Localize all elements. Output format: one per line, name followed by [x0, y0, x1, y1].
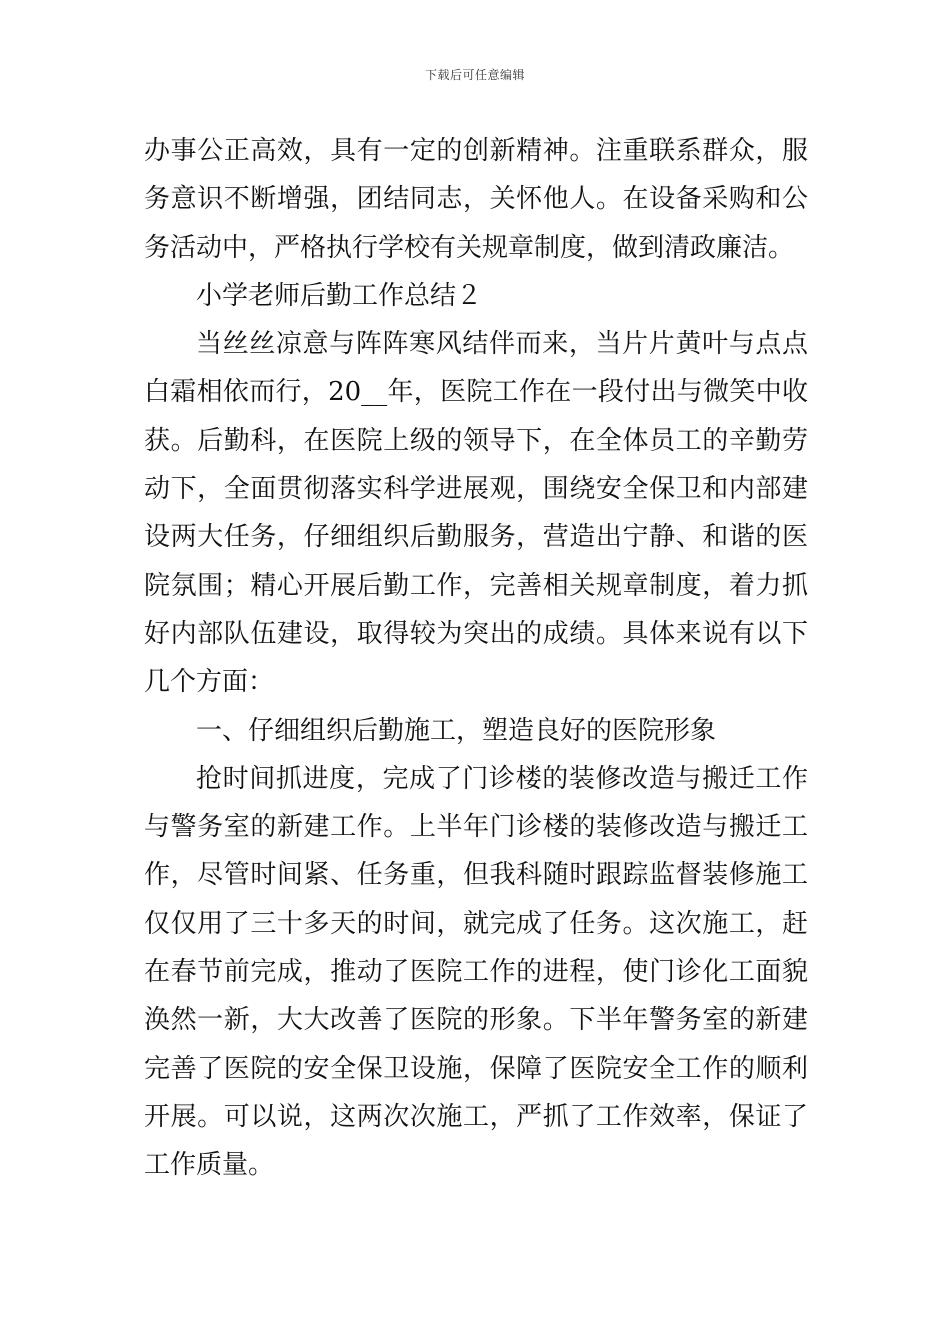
paragraph-construction: 抢时间抓进度，完成了门诊楼的装修改造与搬迁工作与警务室的新建工作。上半年门诊楼的装修改造与搬迁工作，尽管时间紧、任务重，但我科随时跟踪监督装修施工仅仅用了三十多天的时间，就完成了任务。这次施工，赶在春节前完成，推动了医院工作的进程，使门诊化工面貌涣然一新，大大改善了医院的形象。下半年警务室的新建完善了医院的安全保卫设施，保障了医院安全工作的顺利开展。可以说，这两次次施工，严抓了工作效率，保证了工作质量。 — [144, 763, 808, 1181]
section-heading-1: 一、仔细组织后勤施工，塑造良好的医院形象 — [196, 715, 717, 746]
paragraph-intro: 当丝丝凉意与阵阵寒风结伴而来，当片片黄叶与点点白霜相依而行，20__年，医院工作在一段付出与微笑中收获。后勤科，在医院上级的领导下，在全体员工的辛勤劳动下，全面贯彻落实科学进展观，围绕安全保卫和内部建设两大任务，仔细组织后勤服务，营造出宁静、和谐的医院氛围；精心开展后勤工作，完善相关规章制度，着力抓好内部队伍建设，取得较为突出的成绩。具体来说有以下几个方面： — [144, 329, 808, 698]
section-title: 小学老师后勤工作总结２ — [196, 280, 483, 311]
paragraph-continuation: 办事公正高效，具有一定的创新精神。注重联系群众，服务意识不断增强，团结同志，关怀他人。在设备采购和公务活动中，严格执行学校有关规章制度，做到清政廉洁。 — [144, 136, 808, 263]
page-header-note: 下载后可任意编辑 — [424, 68, 525, 82]
document-body — [144, 127, 808, 1190]
